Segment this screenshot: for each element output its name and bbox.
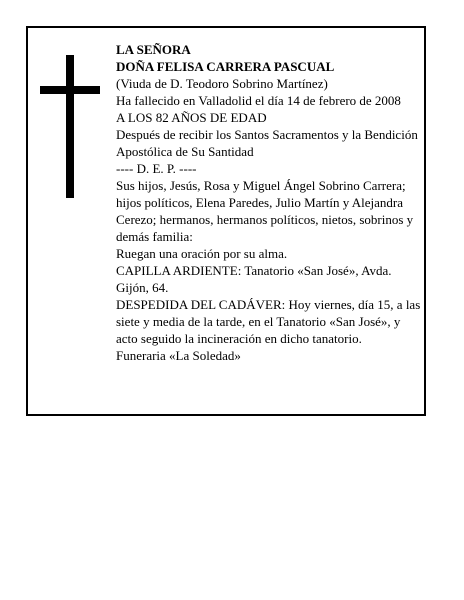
farewell-info: DESPEDIDA DEL CADÁVER: Hoy viernes, día 15, a las siete y media de la tarde, en el Tanatorio «San José», y acto seguido la incineración en dicho tanatorio. <box>116 297 421 346</box>
family-list: Sus hijos, Jesús, Rosa y Miguel Ángel Sobrino Carrera; hijos políticos, Elena Paredes, Julio Martín y Alejandra Cerezo; hermanos, hermanos políticos, nietos, sobrinos y demás familia: <box>116 178 414 244</box>
age-at-death: A LOS 82 AÑOS DE EDAD <box>116 110 267 125</box>
sacraments-note: Después de recibir los Santos Sacramentos y la Bendición Apostólica de Su Santidad <box>116 127 418 159</box>
cross-icon <box>40 55 100 198</box>
prayer-request: Ruegan una oración por su alma. <box>116 246 288 261</box>
deceased-name: DOÑA FELISA CARRERA PASCUAL <box>116 59 335 74</box>
widow-of: (Viuda de D. Teodoro Sobrino Martínez) <box>116 76 328 91</box>
chapel-info: CAPILLA ARDIENTE: Tanatorio «San José», Avda. Gijón, 64. <box>116 263 392 295</box>
rip-line: ---- D. E. P. ---- <box>116 161 197 176</box>
cross-horizontal-bar <box>40 86 100 94</box>
notice-title: LA SEÑORA <box>116 42 191 57</box>
funeral-home: Funeraria «La Soledad» <box>116 348 241 363</box>
obituary-text <box>116 41 424 364</box>
death-info: Ha fallecido en Valladolid el día 14 de febrero de 2008 <box>116 93 401 108</box>
cross-vertical-bar <box>66 55 74 198</box>
obituary-notice-frame <box>26 26 426 416</box>
